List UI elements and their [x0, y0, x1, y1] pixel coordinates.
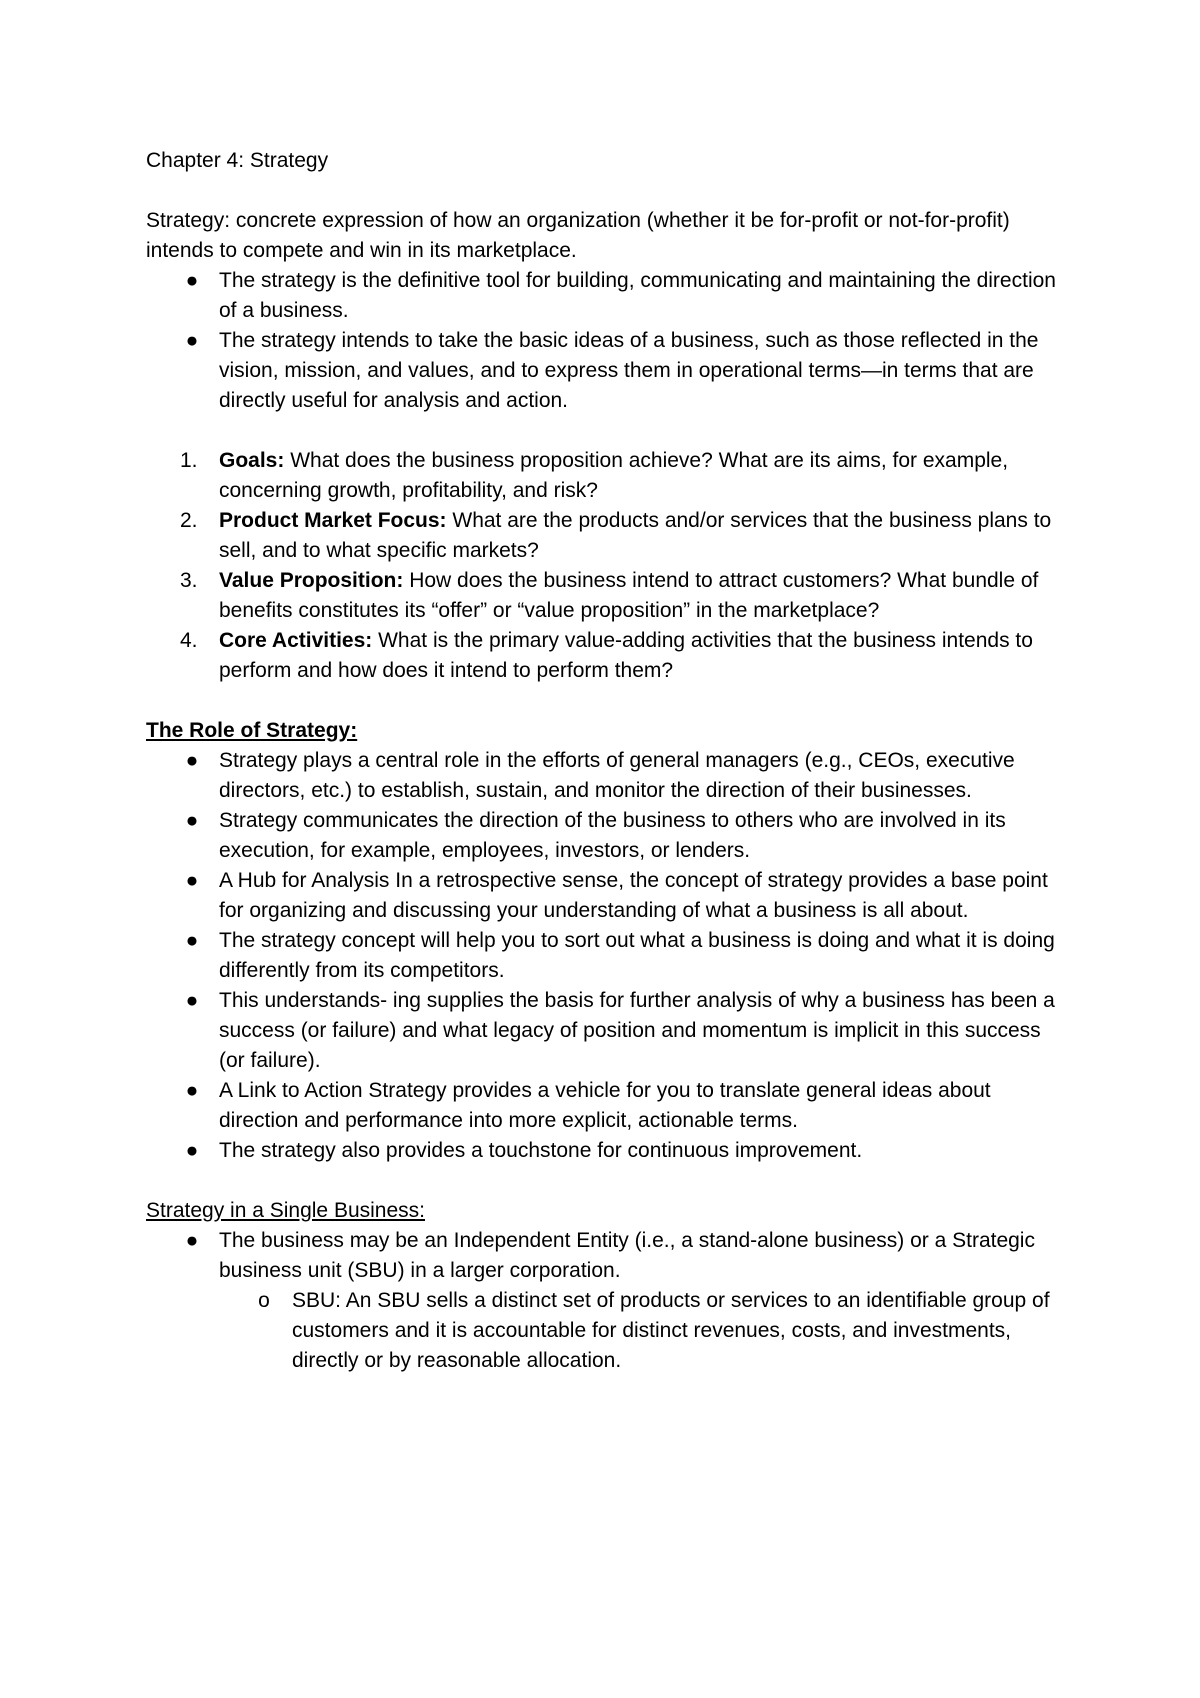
list-item	[146, 1226, 1071, 1286]
bullet-icon: ●	[185, 269, 199, 292]
list-item-text: Strategy plays a central role in the efforts of general managers (e.g., CEOs, executive directors, etc.) to establish, sustain, and monitor the direction of their businesses.	[219, 749, 1015, 802]
spacer	[146, 1166, 1071, 1196]
bullet-icon: ●	[185, 749, 199, 772]
list-item	[146, 626, 1071, 686]
list-item-text: The strategy is the definitive tool for building, communicating and maintaining the direction of a business.	[219, 269, 1056, 322]
list-item	[146, 986, 1071, 1076]
element-text: What are the products and/or services that the business plans to sell, and to what specific markets?	[219, 509, 1052, 562]
list-number: 2.	[180, 509, 198, 532]
bullet-icon: ●	[185, 869, 199, 892]
list-item	[146, 1136, 1071, 1166]
bullet-icon: ●	[185, 1229, 199, 1252]
spacer	[146, 686, 1071, 716]
list-item	[146, 866, 1071, 926]
list-item-text: The strategy concept will help you to sort out what a business is doing and what it is doing differently from its competitors.	[219, 929, 1055, 982]
element-text: How does the business intend to attract customers? What bundle of benefits constitutes its “offer” or “value proposition” in the marketplace?	[219, 569, 1039, 622]
list-item	[146, 326, 1071, 416]
bullet-icon: ●	[185, 1079, 199, 1102]
list-item-text: The strategy also provides a touchstone for continuous improvement.	[219, 1139, 863, 1162]
list-item-text: A Link to Action Strategy provides a vehicle for you to translate general ideas about direction and performance into more explicit, actionable terms.	[219, 1079, 991, 1132]
element-term: Goals:	[219, 449, 285, 472]
element-text: What is the primary value-adding activities that the business intends to perform and how does it intend to perform them?	[219, 629, 1033, 682]
list-item	[146, 566, 1071, 626]
list-item	[146, 926, 1071, 986]
list-number: 4.	[180, 629, 198, 652]
bullet-icon: ●	[185, 929, 199, 952]
list-item-text: Strategy communicates the direction of the business to others who are involved in its execution, for example, employees, investors, or lenders.	[219, 809, 1006, 862]
strategy-definition: Strategy: concrete expression of how an organization (whether it be for-profit or not-for-profit) intends to compete and win in its marketplace.	[146, 209, 1010, 262]
list-item	[146, 746, 1071, 806]
role-heading: The Role of Strategy:	[146, 719, 358, 742]
hollow-bullet-icon: o	[258, 1289, 270, 1312]
document-page	[146, 146, 1071, 1376]
list-number: 3.	[180, 569, 198, 592]
list-item-text: A Hub for Analysis In a retrospective sense, the concept of strategy provides a base point for organizing and discussing your understanding of what a business is all about.	[219, 869, 1048, 922]
page-title: Chapter 4: Strategy	[146, 149, 329, 172]
bullet-icon: ●	[185, 329, 199, 352]
spacer	[146, 176, 1071, 206]
sub-list-item	[146, 1286, 1071, 1376]
single-business-heading: Strategy in a Single Business:	[146, 1199, 425, 1222]
list-item	[146, 266, 1071, 326]
list-item	[146, 806, 1071, 866]
element-term: Core Activities:	[219, 629, 373, 652]
list-item-text: The strategy intends to take the basic ideas of a business, such as those reflected in the vision, mission, and values, and to express them in operational terms—in terms that are directly useful for analysis and action.	[219, 329, 1039, 412]
intro-bullet-list	[146, 266, 1071, 416]
list-number: 1.	[180, 449, 198, 472]
sub-list-item-text: SBU: An SBU sells a distinct set of products or services to an identifiable group of customers and it is accountable for distinct revenues, costs, and investments, directly or by reasonable allocation.	[292, 1289, 1050, 1372]
role-bullet-list	[146, 746, 1071, 1166]
list-item-text: The business may be an Independent Entity (i.e., a stand-alone business) or a Strategic business unit (SBU) in a larger corporation.	[219, 1229, 1035, 1282]
bullet-icon: ●	[185, 989, 199, 1012]
list-item-text: This understands- ing supplies the basis for further analysis of why a business has been a success (or failure) and what legacy of position and momentum is implicit in this success (or failure).	[219, 989, 1055, 1072]
element-term: Value Proposition:	[219, 569, 404, 592]
list-item	[146, 446, 1071, 506]
spacer	[146, 416, 1071, 446]
single-business-list	[146, 1226, 1071, 1376]
strategy-elements-list	[146, 446, 1071, 686]
bullet-icon: ●	[185, 1139, 199, 1162]
element-text: What does the business proposition achieve? What are its aims, for example, concerning growth, profitability, and risk?	[219, 449, 1009, 502]
list-item	[146, 506, 1071, 566]
element-term: Product Market Focus:	[219, 509, 447, 532]
bullet-icon: ●	[185, 809, 199, 832]
list-item	[146, 1076, 1071, 1136]
